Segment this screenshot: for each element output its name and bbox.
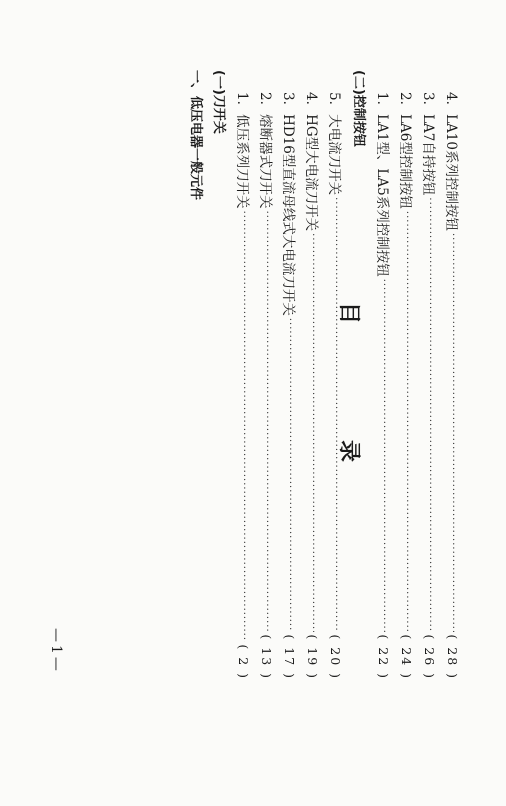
toc-entry-label: 3．HD16型直流母线式大电流刀开关	[280, 92, 296, 316]
toc-entry[interactable]	[326, 92, 346, 680]
toc-entry-label: 4．LA10系列控制按钮	[443, 92, 459, 231]
dot-leader	[262, 211, 273, 633]
toc-entry-page: ( 19 )	[305, 634, 321, 680]
dot-leader	[379, 279, 390, 633]
subsection-heading: (一)刀开关	[211, 70, 227, 134]
toc-entry[interactable]	[234, 92, 254, 680]
toc-entry[interactable]	[374, 92, 394, 680]
dot-leader	[308, 233, 319, 632]
toc-entry-page: ( 28 )	[445, 634, 461, 680]
toc-entry-page: ( 17 )	[282, 634, 298, 680]
toc-entry-page: ( 26 )	[422, 634, 438, 680]
dot-leader	[402, 211, 413, 632]
toc-entry-label: 2．LA6型控制按钮	[397, 92, 413, 209]
dot-leader	[331, 197, 342, 632]
toc-entry[interactable]	[303, 92, 323, 680]
title-char-2: 录	[336, 439, 361, 462]
toc-entry[interactable]	[257, 92, 277, 680]
dot-leader	[239, 211, 250, 643]
toc-entry-page: ( 20 )	[328, 634, 344, 680]
toc-entry[interactable]	[397, 92, 417, 680]
subsection-heading: (二)控制按钮	[351, 70, 367, 147]
toc-entry-label: 5．大电流刀开关	[326, 92, 342, 196]
dot-leader	[285, 318, 296, 633]
toc-entry-page: ( 13 )	[259, 634, 275, 680]
section-heading: 一、低压电器一般元件	[188, 70, 204, 201]
toc-entry[interactable]	[443, 92, 463, 680]
toc-entry-label: 1．LA1型、LA5系列控制按钮	[374, 92, 390, 277]
toc-entry-label: 4．HG型大电流刀开关	[303, 92, 319, 232]
toc-entry-page: ( 22 )	[376, 634, 392, 680]
page-number: —1—	[48, 628, 64, 674]
toc-entry[interactable]	[420, 92, 440, 680]
toc-entry-label: 2．熔断器式刀开关	[257, 92, 273, 209]
toc-entry-label: 1．低压系列刀开关	[234, 92, 250, 209]
toc-entry-page: ( 24 )	[399, 634, 415, 680]
toc-entry-page: ( 2 )	[236, 644, 252, 680]
toc-entry[interactable]	[280, 92, 300, 680]
title-char-1: 目	[336, 302, 361, 325]
dot-leader	[425, 197, 436, 632]
toc-entry-label: 3．LA7自持按钮	[420, 92, 436, 196]
dot-leader	[448, 233, 459, 632]
